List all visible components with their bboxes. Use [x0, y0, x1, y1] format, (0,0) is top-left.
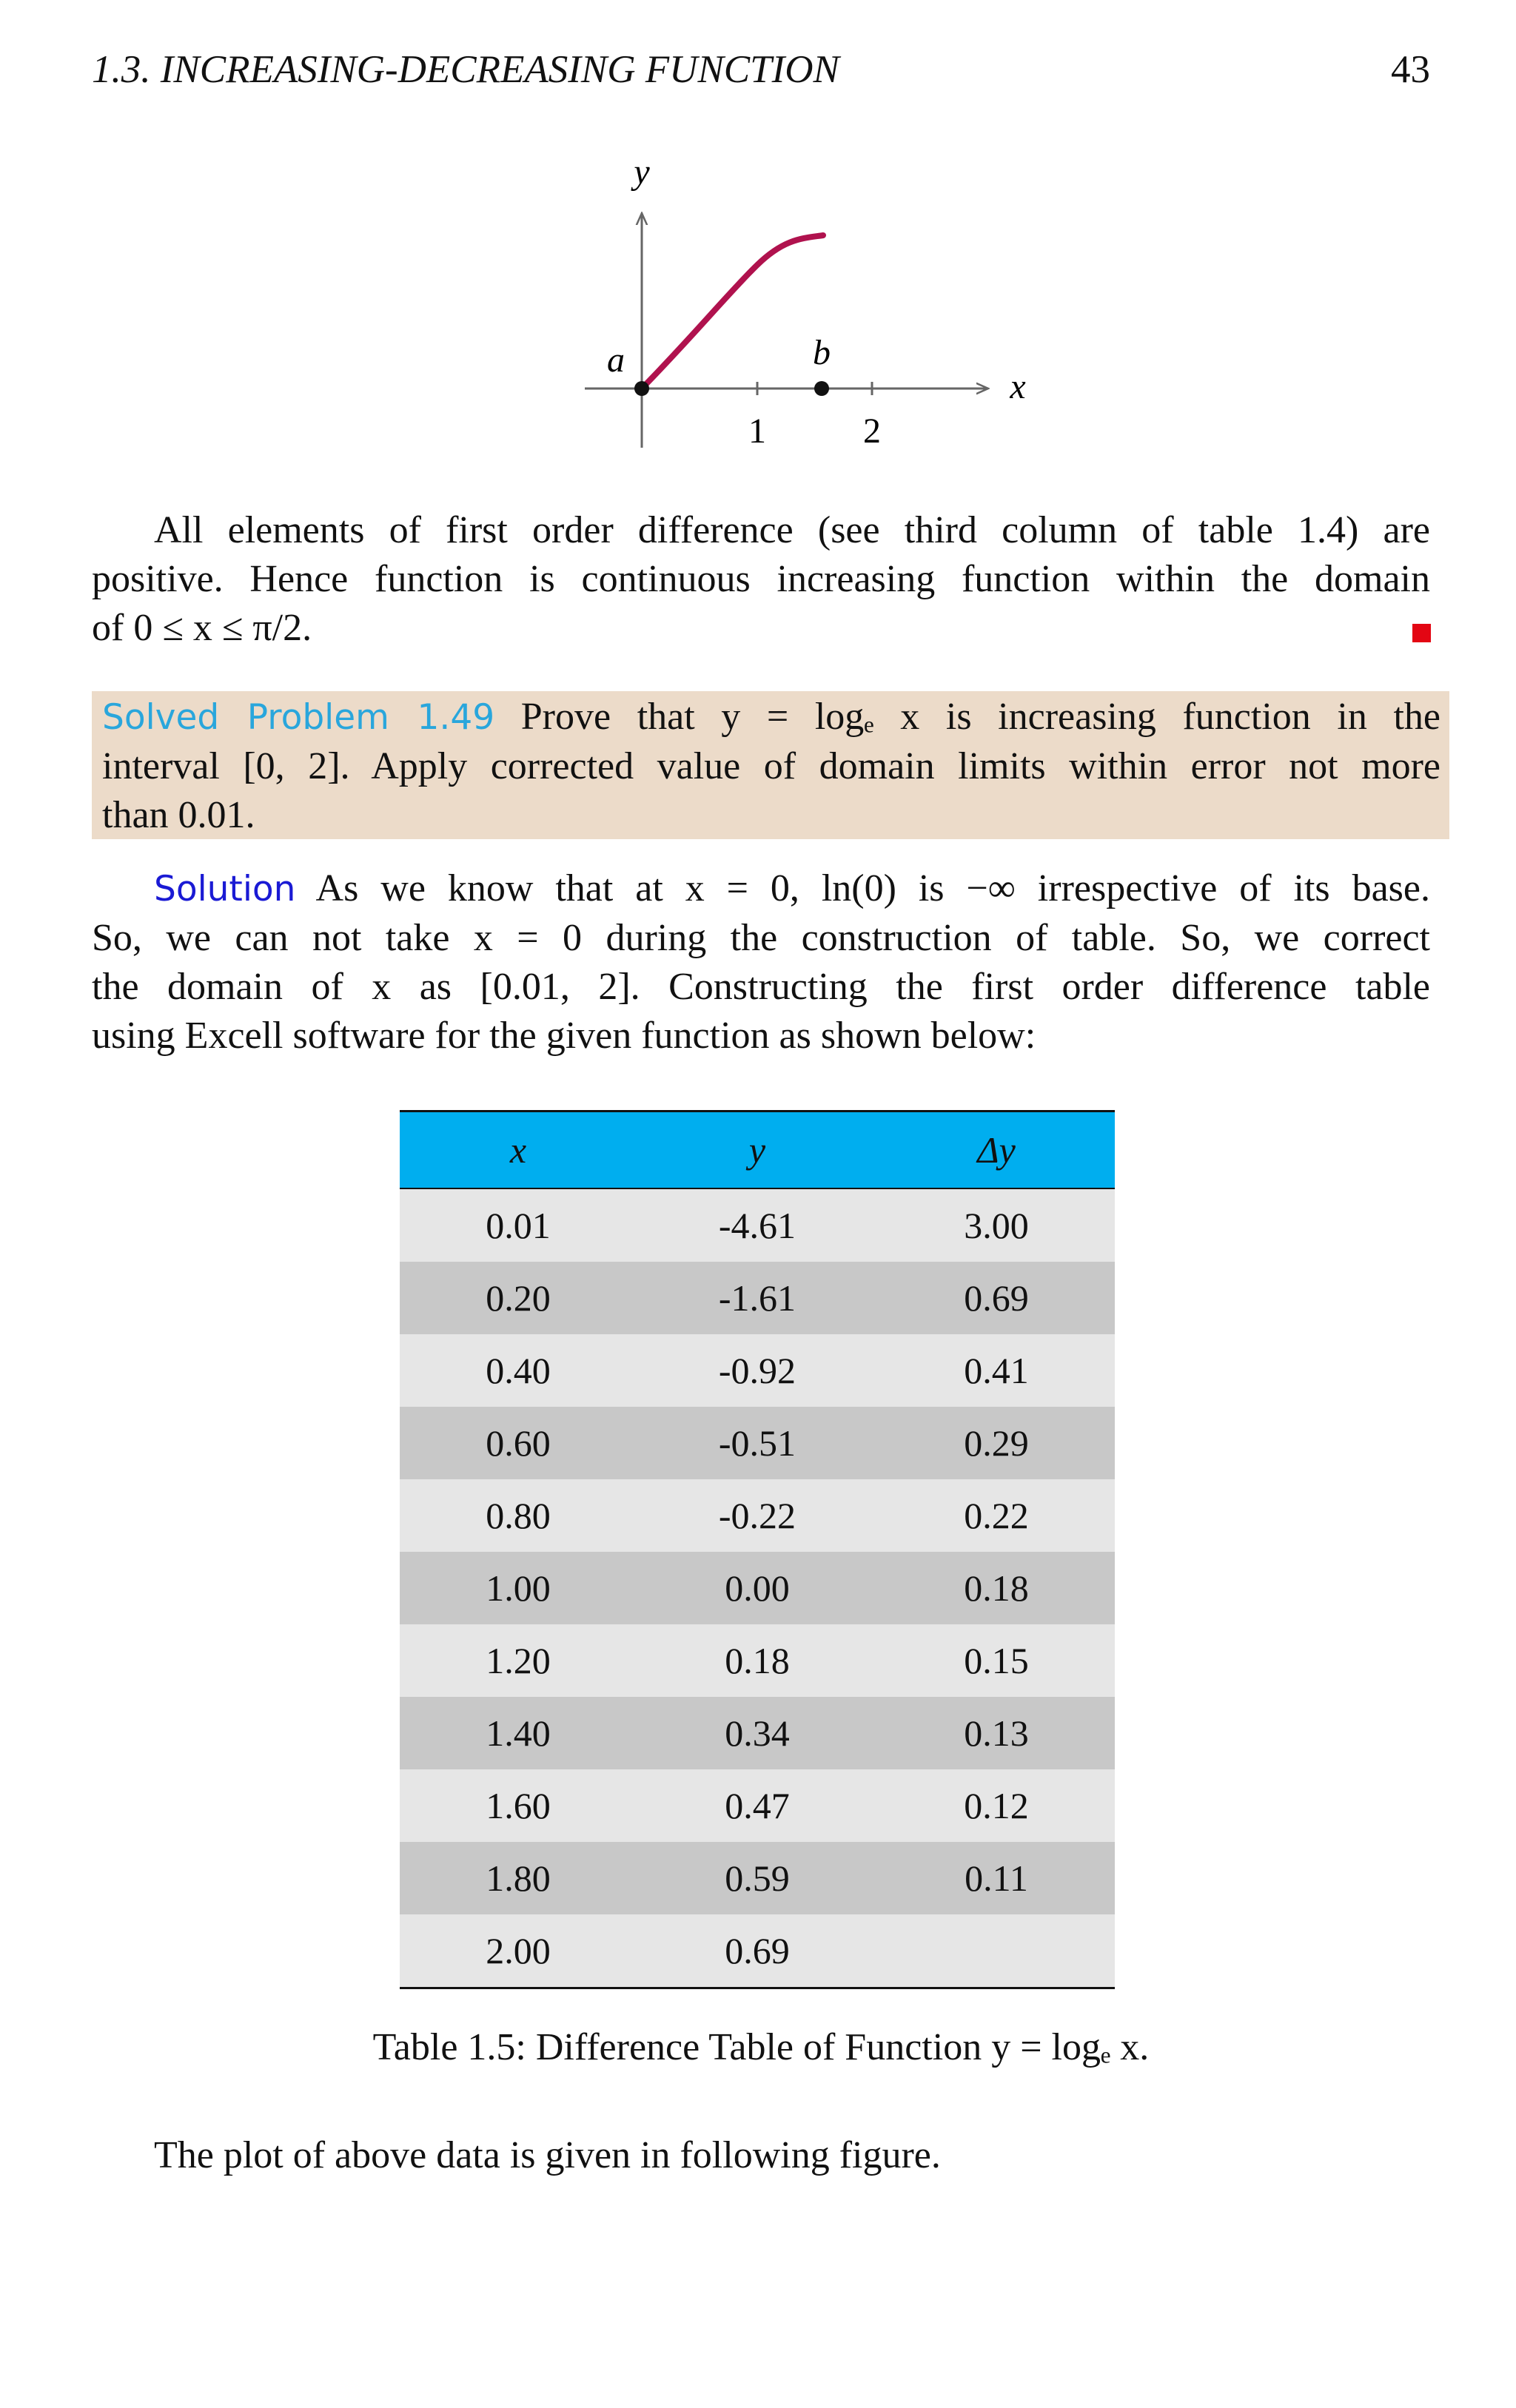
tick-1-label: 1: [748, 411, 766, 451]
table-cell: 0.60: [400, 1407, 637, 1479]
solution-line-4: using Excell software for the given function as shown below:: [92, 1015, 1036, 1057]
table-cell: 0.00: [637, 1552, 878, 1624]
table-cell: 0.47: [637, 1769, 878, 1842]
point-b: [814, 381, 829, 396]
x-axis-label: x: [1010, 367, 1026, 406]
solution-line-3: the domain of x as [0.01, 2]. Constructing the first order difference table: [92, 966, 1430, 1008]
table-cell: 0.20: [400, 1262, 637, 1334]
table-cell: 0.29: [878, 1407, 1115, 1479]
table-row: [400, 1769, 1115, 1842]
problem-line-3: than 0.01.: [102, 794, 255, 836]
solution-line-1: Solution As we know that at x = 0, ln(0) is −∞ irrespective of its base.: [154, 867, 1430, 909]
text-line: of 0 ≤ x ≤ π/2.: [92, 607, 312, 649]
table-row: [400, 1334, 1115, 1407]
table-cell: 0.22: [878, 1479, 1115, 1552]
page-header: [92, 47, 1430, 99]
table-cell: 1.20: [400, 1624, 637, 1697]
problem-label: Solved Problem 1.49: [102, 697, 495, 738]
table-cell: [878, 1914, 1115, 1988]
table-cell: 1.40: [400, 1697, 637, 1769]
table-cell: 1.00: [400, 1552, 637, 1624]
solution-paragraph: [92, 864, 1430, 1060]
difference-table: [400, 1110, 1115, 1989]
table-cell: 0.80: [400, 1479, 637, 1552]
table-cell: 1.60: [400, 1769, 637, 1842]
table-caption: Table 1.5: Difference Table of Function y = logₑ x.: [372, 2026, 1150, 2068]
table-cell: 0.69: [878, 1262, 1115, 1334]
table-cell: 0.12: [878, 1769, 1115, 1842]
table-row: [400, 1842, 1115, 1914]
text-line: positive. Hence function is continuous increasing function within the domain: [92, 558, 1430, 600]
table-cell: 0.40: [400, 1334, 637, 1407]
table-row: [400, 1624, 1115, 1697]
end-of-proof-marker: [1412, 624, 1431, 642]
running-title: 1.3. INCREASING-DECREASING FUNCTION: [92, 48, 839, 91]
table-row: [400, 1552, 1115, 1624]
table-cell: 0.01: [400, 1188, 637, 1262]
page-number: 43: [1391, 48, 1430, 91]
text-line: All elements of first order difference (see third column of table 1.4) are: [154, 509, 1430, 551]
problem-line-1: Solved Problem 1.49 Prove that y = logₑ x is increasing function in the: [102, 696, 1440, 738]
table-cell: 0.59: [637, 1842, 878, 1914]
table-row: [400, 1262, 1115, 1334]
point-b-label: b: [813, 333, 831, 372]
header-delta-y: Δy: [878, 1111, 1115, 1189]
table-cell: 0.69: [637, 1914, 878, 1988]
table-row: [400, 1914, 1115, 1988]
table-cell: 0.41: [878, 1334, 1115, 1407]
point-a-label: a: [607, 340, 625, 380]
table-cell: 0.13: [878, 1697, 1115, 1769]
table-cell: 0.18: [637, 1624, 878, 1697]
header-y: y: [637, 1111, 878, 1189]
table-row: [400, 1697, 1115, 1769]
problem-line-2: interval [0, 2]. Apply corrected value of domain limits within error not more: [102, 745, 1440, 787]
table-cell: 0.34: [637, 1697, 878, 1769]
point-a: [634, 381, 649, 396]
table-header-row: [400, 1111, 1115, 1189]
table-cell: 3.00: [878, 1188, 1115, 1262]
table-cell: 2.00: [400, 1914, 637, 1988]
table-cell: -0.22: [637, 1479, 878, 1552]
table-cell: 1.80: [400, 1842, 637, 1914]
function-sketch: [563, 148, 1081, 474]
table-cell: -0.51: [637, 1407, 878, 1479]
table-cell: -4.61: [637, 1188, 878, 1262]
header-x: x: [400, 1111, 637, 1189]
solution-label: Solution: [154, 869, 296, 909]
table-cell: -1.61: [637, 1262, 878, 1334]
curve: [642, 235, 823, 389]
table-row: [400, 1479, 1115, 1552]
table-row: [400, 1188, 1115, 1262]
table-row: [400, 1407, 1115, 1479]
table-cell: 0.18: [878, 1552, 1115, 1624]
closing-sentence: The plot of above data is given in following figure.: [154, 2134, 941, 2176]
solved-problem-box: [92, 691, 1449, 839]
table-cell: 0.11: [878, 1842, 1115, 1914]
table-cell: 0.15: [878, 1624, 1115, 1697]
tick-2-label: 2: [863, 411, 881, 451]
solution-line-2: So, we can not take x = 0 during the construction of table. So, we correct: [92, 917, 1430, 959]
y-axis-label: y: [634, 152, 650, 192]
paragraph-first-order: [92, 506, 1430, 653]
table-cell: -0.92: [637, 1334, 878, 1407]
